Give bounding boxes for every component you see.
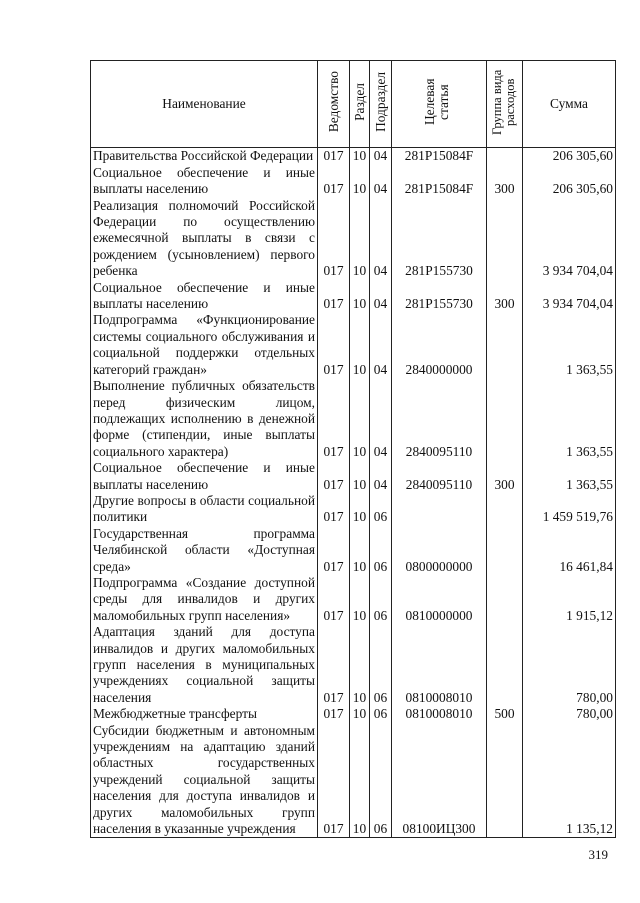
row-name: Реализация полномочий Российской Федерации по осуществлению ежемесячной выплаты в связи с рождением (усыновлением) первого ребенка (91, 198, 318, 280)
row-sum: 3 934 704,04 (523, 280, 616, 313)
row-group (487, 148, 523, 165)
row-target: 0810008010 (392, 624, 487, 706)
header-target: Целевая статья (392, 61, 487, 148)
row-name: Социальное обеспечение и иные выплаты населению (91, 280, 318, 313)
row-vedomstvo: 017 (318, 460, 350, 493)
row-podrazdel: 04 (370, 165, 392, 198)
row-name: Выполнение публичных обязательств перед физическим лицом, подлежащих исполнению в денежной форме (стипендии, иные выплаты социального характера) (91, 378, 318, 460)
row-podrazdel: 06 (370, 723, 392, 838)
table-row (91, 280, 616, 313)
row-target: 2840095110 (392, 460, 487, 493)
row-podrazdel: 04 (370, 312, 392, 378)
row-razdel: 10 (350, 148, 370, 165)
table-row (91, 378, 616, 460)
row-target: 281P15084F (392, 165, 487, 198)
table-header-row (91, 61, 616, 148)
budget-table (90, 60, 616, 838)
header-sum: Сумма (523, 61, 616, 148)
header-vedomstvo: Ведомство (318, 61, 350, 148)
row-podrazdel: 04 (370, 148, 392, 165)
row-group (487, 378, 523, 460)
table-row (91, 706, 616, 722)
row-razdel: 10 (350, 280, 370, 313)
table-row (91, 526, 616, 575)
table-row (91, 198, 616, 280)
row-target (392, 493, 487, 526)
row-group (487, 723, 523, 838)
row-razdel: 10 (350, 165, 370, 198)
row-sum: 3 934 704,04 (523, 198, 616, 280)
row-sum: 1 363,55 (523, 378, 616, 460)
row-razdel: 10 (350, 493, 370, 526)
row-vedomstvo: 017 (318, 280, 350, 313)
row-vedomstvo: 017 (318, 378, 350, 460)
row-target: 2840095110 (392, 378, 487, 460)
row-name: Адаптация зданий для доступа инвалидов и других маломобильных групп населения в муниципальных учреждениях социальной защиты населения (91, 624, 318, 706)
row-razdel: 10 (350, 723, 370, 838)
row-group: 300 (487, 165, 523, 198)
row-sum: 16 461,84 (523, 526, 616, 575)
row-target: 281P15084F (392, 148, 487, 165)
row-name: Подпрограмма «Функционирование системы социального обслуживания и социальной поддержки отдельных категорий граждан» (91, 312, 318, 378)
row-vedomstvo: 017 (318, 526, 350, 575)
row-group (487, 526, 523, 575)
row-target: 0810000000 (392, 575, 487, 624)
row-podrazdel: 04 (370, 280, 392, 313)
row-group (487, 198, 523, 280)
row-podrazdel: 06 (370, 575, 392, 624)
row-name: Социальное обеспечение и иные выплаты населению (91, 460, 318, 493)
row-razdel: 10 (350, 198, 370, 280)
row-podrazdel: 06 (370, 706, 392, 722)
row-vedomstvo: 017 (318, 198, 350, 280)
row-razdel: 10 (350, 460, 370, 493)
row-target: 0800000000 (392, 526, 487, 575)
table-row (91, 493, 616, 526)
row-name: Подпрограмма «Создание доступной среды для инвалидов и других маломобильных групп населения» (91, 575, 318, 624)
row-sum: 780,00 (523, 624, 616, 706)
row-podrazdel: 04 (370, 378, 392, 460)
table-row (91, 575, 616, 624)
row-name: Другие вопросы в области социальной политики (91, 493, 318, 526)
page-number: 319 (588, 847, 608, 862)
row-name: Социальное обеспечение и иные выплаты населению (91, 165, 318, 198)
row-target: 0810008010 (392, 706, 487, 722)
row-sum: 1 363,55 (523, 312, 616, 378)
row-podrazdel: 04 (370, 460, 392, 493)
row-sum: 1 915,12 (523, 575, 616, 624)
table-row (91, 312, 616, 378)
row-target: 08100ИЦ300 (392, 723, 487, 838)
row-sum: 206 305,60 (523, 148, 616, 165)
table-row (91, 624, 616, 706)
row-vedomstvo: 017 (318, 575, 350, 624)
header-podrazdel: Подраздел (370, 61, 392, 148)
row-podrazdel: 06 (370, 493, 392, 526)
row-vedomstvo: 017 (318, 624, 350, 706)
row-target: 2840000000 (392, 312, 487, 378)
row-podrazdel: 04 (370, 198, 392, 280)
header-group: Группа вида расходов (487, 61, 523, 148)
header-name: Наименование (91, 61, 318, 148)
row-sum: 780,00 (523, 706, 616, 722)
row-group (487, 575, 523, 624)
row-vedomstvo: 017 (318, 723, 350, 838)
row-group: 500 (487, 706, 523, 722)
row-sum: 1 459 519,76 (523, 493, 616, 526)
row-name: Межбюджетные трансферты (91, 706, 318, 722)
row-target: 281P155730 (392, 280, 487, 313)
row-vedomstvo: 017 (318, 706, 350, 722)
table-row (91, 148, 616, 165)
row-group (487, 493, 523, 526)
row-razdel: 10 (350, 378, 370, 460)
table-row (91, 165, 616, 198)
row-vedomstvo: 017 (318, 148, 350, 165)
row-vedomstvo: 017 (318, 312, 350, 378)
row-razdel: 10 (350, 624, 370, 706)
row-name: Правительства Российской Федерации (91, 148, 318, 165)
row-razdel: 10 (350, 526, 370, 575)
row-target: 281P155730 (392, 198, 487, 280)
row-vedomstvo: 017 (318, 493, 350, 526)
row-podrazdel: 06 (370, 526, 392, 575)
row-group (487, 312, 523, 378)
row-group: 300 (487, 460, 523, 493)
row-razdel: 10 (350, 312, 370, 378)
row-name: Государственная программа Челябинской области «Доступная среда» (91, 526, 318, 575)
row-razdel: 10 (350, 575, 370, 624)
row-name: Субсидии бюджетным и автономным учреждениям на адаптацию зданий областных государственных учреждений социальной защиты населения для доступа инвалидов и других маломобильных групп населения в указанные учреждения (91, 723, 318, 838)
table-row (91, 460, 616, 493)
row-podrazdel: 06 (370, 624, 392, 706)
row-group (487, 624, 523, 706)
table-row (91, 723, 616, 838)
row-sum: 1 363,55 (523, 460, 616, 493)
row-razdel: 10 (350, 706, 370, 722)
row-sum: 1 135,12 (523, 723, 616, 838)
row-vedomstvo: 017 (318, 165, 350, 198)
header-razdel: Раздел (350, 61, 370, 148)
row-group: 300 (487, 280, 523, 313)
row-sum: 206 305,60 (523, 165, 616, 198)
